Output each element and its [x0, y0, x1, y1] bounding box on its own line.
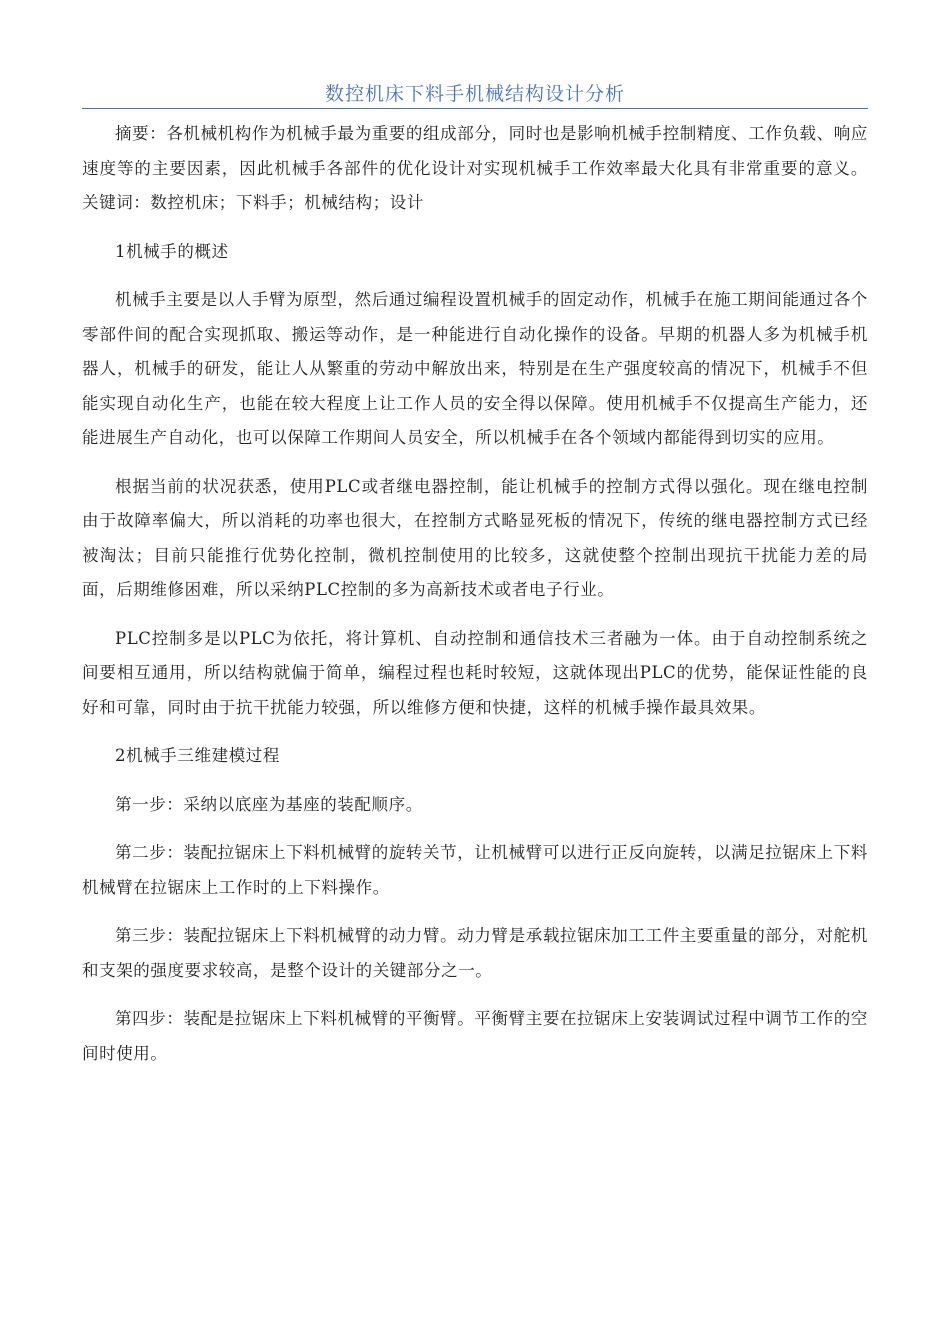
step-paragraph: 第四步：装配是拉锯床上下料机械臂的平衡臂。平衡臂主要在拉锯床上安装调试过程中调节工作的空间时使用。: [82, 1009, 868, 1063]
title-underline: [82, 108, 868, 109]
step-paragraph: 第一步：采纳以底座为基座的装配顺序。: [115, 794, 423, 814]
abstract-paragraph: 摘要：各机械机构作为机械手最为重要的组成部分，同时也是影响机械手控制精度、工作负载、响应速度等的主要因素，因此机械手各部件的优化设计对实现机械手工作效率最大化具有非常重要的意义。关键词：数控机床；下料手；机械结构；设计: [82, 124, 868, 212]
step-paragraph: 第三步：装配拉锯床上下料机械臂的动力臂。动力臂是承载拉锯床加工工件主要重量的部分，对舵机和支架的强度要求较高，是整个设计的关键部分之一。: [82, 926, 868, 980]
section-heading-overview: 1机械手的概述: [115, 241, 229, 261]
body-paragraph: 机械手主要是以人手臂为原型，然后通过编程设置机械手的固定动作，机械手在施工期间能通过各个零部件间的配合实现抓取、搬运等动作，是一种能进行自动化操作的设备。早期的机器人多为机械手机器人，机械手的研发，能让人从繁重的劳动中解放出来，特别是在生产强度较高的情况下，机械手不但能实现自动化生产，也能在较大程度上让工作人员的安全得以保障。使用机械手不仅提高生产能力，还能进展生产自动化，也可以保障工作期间人员安全，所以机械手在各个领域内都能得到切实的应用。: [82, 290, 868, 447]
body-paragraph: 根据当前的状况获悉，使用PLC或者继电器控制，能让机械手的控制方式得以强化。现在继电控制由于故障率偏大，所以消耗的功率也很大，在控制方式略显死板的情况下，传统的继电器控制方式已经被淘汰；目前只能推行优势化控制，微机控制使用的比较多，这就使整个控制出现抗干扰能力差的局面，后期维修困难，所以采纳PLC控制的多为高新技术或者电子行业。: [82, 476, 868, 599]
document-body: [82, 117, 868, 1085]
section-heading-modeling: 2机械手三维建模过程: [115, 746, 280, 765]
document-title: 数控机床下料手机械结构设计分析: [324, 83, 625, 105]
step-paragraph: 第二步：装配拉锯床上下料机械臂的旋转关节，让机械臂可以进行正反向旋转，以满足拉锯床上下料机械臂在拉锯床上工作时的上下料操作。: [82, 843, 868, 897]
body-paragraph: PLC控制多是以PLC为依托，将计算机、自动控制和通信技术三者融为一体。由于自动控制系统之间要相互通用，所以结构就偏于简单，编程过程也耗时较短，这就体现出PLC的优势，能保证性能的良好和可靠，同时由于抗干扰能力较强，所以维修方便和快捷，这样的机械手操作最具效果。: [82, 628, 868, 717]
